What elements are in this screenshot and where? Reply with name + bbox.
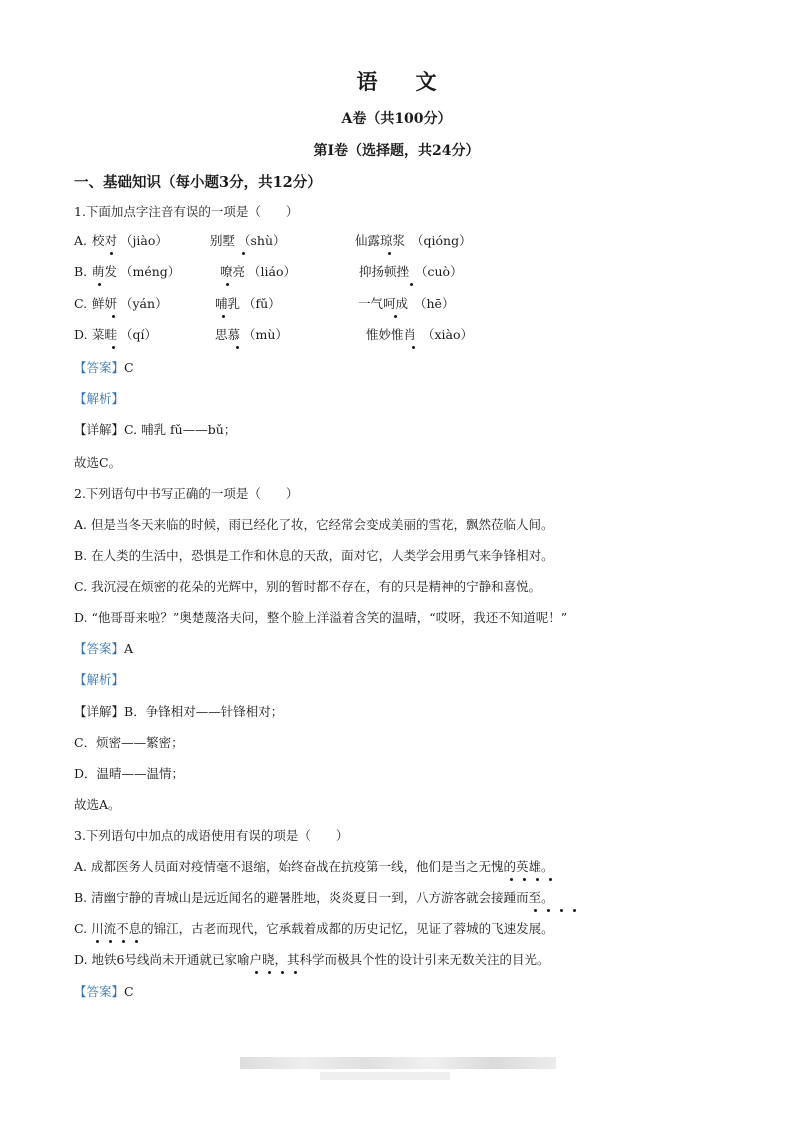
part-subtitle: 第Ⅰ卷（选择题，共24分） <box>313 143 480 159</box>
q2-analysis-tag: 【解析】 <box>74 672 125 687</box>
emphasis-dot <box>394 315 397 318</box>
emphasis-dot <box>549 878 552 881</box>
option-word: 哺乳 <box>215 296 241 311</box>
emphasis-dot <box>222 315 225 318</box>
emphasis-dot <box>135 940 138 943</box>
page-title: 语文 <box>356 69 475 94</box>
option-pinyin: （qí） <box>120 327 157 342</box>
option-word: 一气呵成 <box>358 296 409 311</box>
option-label: A. <box>74 233 88 248</box>
q1-detail <box>74 421 236 439</box>
emphasis-dot <box>112 315 115 318</box>
detail-text: B．争锋相对——针锋相对； <box>124 704 284 719</box>
option-word: 仙露琼浆 <box>355 233 406 248</box>
q1-conclusion: 故选C。 <box>74 455 122 470</box>
option-word: 抑扬顿挫 <box>359 264 410 279</box>
q2-detail <box>74 703 283 721</box>
option-pinyin: （xiào） <box>422 327 474 342</box>
volume-subtitle: A卷（共100分） <box>341 111 452 127</box>
option-pinyin: （shù） <box>238 233 286 248</box>
answer-value: C <box>124 360 134 375</box>
answer-value: A <box>124 641 134 656</box>
q2-option-c: C. 我沉浸在烦密的花朵的光辉中，别的暂时都不存在，有的只是精神的宁静和喜悦。 <box>74 579 542 594</box>
emphasis-dot <box>281 971 284 974</box>
option-pinyin: （mù） <box>243 327 288 342</box>
option-pinyin: （méng） <box>120 264 181 279</box>
q2-detail-line: D．温晴——温情； <box>74 766 185 781</box>
option-word: 菜畦 <box>92 327 118 342</box>
option-pinyin: （cuò） <box>415 264 463 279</box>
emphasis-dot <box>96 940 99 943</box>
option-pinyin: （fǔ） <box>243 296 281 311</box>
q2-stem: 2.下列语句中书写正确的一项是（ ） <box>74 486 299 501</box>
option-word: 思慕 <box>215 327 241 342</box>
q2-detail-line: C．烦密——繁密； <box>74 735 184 750</box>
q2-option-a: A. 但是当冬天来临的时候，雨已经化了妆，它经常会变成美丽的雪花，飘然莅临人间。 <box>74 517 554 532</box>
emphasis-dot <box>410 283 413 286</box>
option-pinyin: （jiào） <box>120 233 168 248</box>
emphasis-dot <box>388 252 391 255</box>
q3-option-d: D. 地铁6号线尚未开通就已家喻户晓，其科学而极具个性的设计引来无数关注的目光。 <box>74 952 550 967</box>
emphasis-dot <box>255 971 258 974</box>
answer-tag: 【答案】 <box>74 360 125 375</box>
q1-analysis-tag: 【解析】 <box>74 391 125 406</box>
option-word: 惟妙惟肖 <box>366 327 417 342</box>
q2-conclusion: 故选A。 <box>74 797 121 812</box>
option-word: 萌发 <box>92 264 118 279</box>
option-label: D. <box>74 327 88 342</box>
emphasis-dot <box>236 346 239 349</box>
emphasis-dot <box>268 971 271 974</box>
option-label: C. <box>74 296 88 311</box>
answer-tag: 【答案】 <box>74 984 125 999</box>
emphasis-dot <box>112 346 115 349</box>
q3-answer <box>74 983 134 1001</box>
emphasis-dot <box>534 909 537 912</box>
option-word: 别墅 <box>210 233 236 248</box>
option-pinyin: （liáo） <box>248 264 296 279</box>
emphasis-dot <box>226 283 229 286</box>
emphasis-dot <box>122 940 125 943</box>
emphasis-dot <box>560 909 563 912</box>
emphasis-dot <box>294 971 297 974</box>
emphasis-dot <box>98 283 101 286</box>
detail-tag: 【详解】 <box>74 704 125 719</box>
emphasis-dot <box>536 878 539 881</box>
detail-text: C. 哺乳 fǔ——bǔ； <box>124 422 237 437</box>
blurred-footer-watermark <box>240 1057 556 1069</box>
blurred-footer-watermark <box>320 1072 450 1080</box>
option-label: B. <box>74 264 88 279</box>
emphasis-dot <box>573 909 576 912</box>
q2-answer <box>74 640 133 658</box>
emphasis-dot <box>109 940 112 943</box>
emphasis-dot <box>242 252 245 255</box>
section-heading: 一、基础知识（每小题3分，共12分） <box>74 174 322 191</box>
option-pinyin: （hē） <box>414 296 455 311</box>
emphasis-dot <box>110 252 113 255</box>
q1-answer <box>74 359 134 377</box>
q3-option-a: A. 成都医务人员面对疫情毫不退缩，始终奋战在抗疫第一线，他们是当之无愧的英雄。 <box>74 859 554 874</box>
q3-option-b: B. 清幽宁静的青城山是远近闻名的避暑胜地，炎炎夏日一到，八方游客就会接踵而至。 <box>74 890 554 905</box>
q2-option-d: D. “他哥哥来啦？”奥楚蔑洛夫问，整个脸上洋溢着含笑的温晴，“哎呀，我还不知道呢！” <box>74 610 568 625</box>
emphasis-dot <box>510 878 513 881</box>
q2-option-b: B. 在人类的生活中，恐惧是工作和休息的天敌，面对它，人类学会用勇气来争锋相对。 <box>74 548 554 563</box>
q1-stem: 1.下面加点字注音有误的一项是（ ） <box>74 204 299 219</box>
emphasis-dot <box>412 346 415 349</box>
detail-tag: 【详解】 <box>74 422 125 437</box>
option-word: 嘹亮 <box>220 264 246 279</box>
q3-stem: 3.下列语句中加点的成语使用有误的项是（ ） <box>74 828 349 843</box>
option-pinyin: （qióng） <box>411 233 472 248</box>
option-word: 校对 <box>92 233 118 248</box>
answer-value: C <box>124 984 134 999</box>
option-pinyin: （yán） <box>120 296 168 311</box>
emphasis-dot <box>547 909 550 912</box>
option-word: 鲜妍 <box>92 296 118 311</box>
emphasis-dot <box>523 878 526 881</box>
q3-option-c: C. 川流不息的锦江，古老而现代，它承载着成都的历史记忆，见证了蓉城的飞速发展。 <box>74 921 554 936</box>
answer-tag: 【答案】 <box>74 641 125 656</box>
